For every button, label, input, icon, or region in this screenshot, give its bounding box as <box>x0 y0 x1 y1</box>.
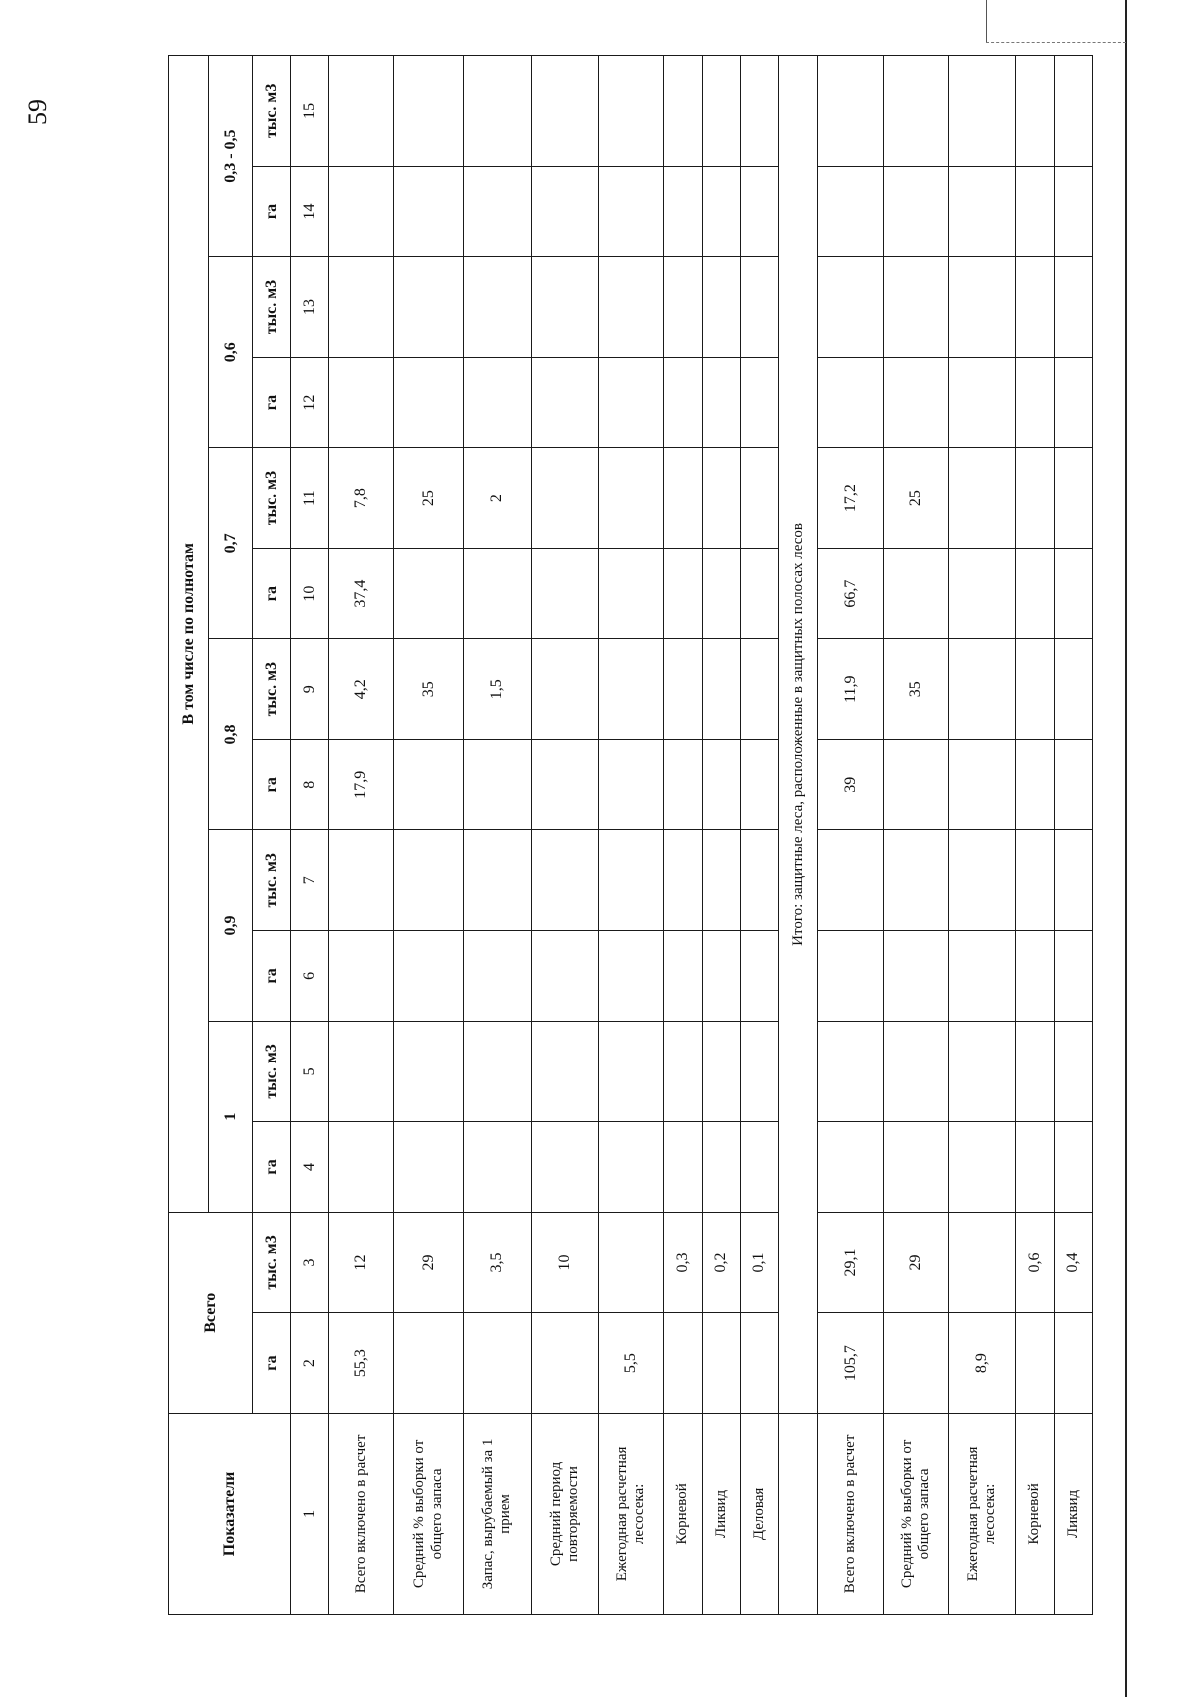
table-cell <box>664 1313 702 1414</box>
section-title: Итого: защитные леса, расположенные в защитных полосах лесов <box>779 56 818 1414</box>
table-cell <box>394 548 464 639</box>
table-cell <box>948 639 1016 740</box>
table-cell <box>1054 357 1092 448</box>
table-cell <box>1016 1122 1054 1213</box>
table-row <box>883 56 948 1615</box>
table-cell <box>531 1313 599 1414</box>
column-number: 13 <box>291 257 329 358</box>
row-label: Запас, вырубаемый за 1 прием <box>464 1413 532 1614</box>
table-cell <box>599 1021 664 1122</box>
table-cell <box>664 1122 702 1213</box>
table-cell <box>948 257 1016 358</box>
table-cell <box>740 548 778 639</box>
row-label: Средний % выборки от общего запаса <box>394 1413 464 1614</box>
table-cell: 7,8 <box>329 448 394 549</box>
table-cell <box>329 56 394 167</box>
table-cell <box>599 739 664 830</box>
table-row <box>599 56 664 1615</box>
table-cell: 1,5 <box>464 639 532 740</box>
table-row <box>664 56 702 1615</box>
column-number: 12 <box>291 357 329 448</box>
table-cell <box>948 1021 1016 1122</box>
table-cell <box>1054 166 1092 257</box>
row-label: Средний период повторяемости <box>531 1413 599 1614</box>
table-cell <box>1054 830 1092 931</box>
table-cell: 29 <box>394 1212 464 1313</box>
table-cell: 5,5 <box>599 1313 664 1414</box>
row-label: Всего включено в расчет <box>818 1413 883 1614</box>
table-cell: 29 <box>883 1212 948 1313</box>
unit-thousand-m3: тыс. м3 <box>253 830 291 931</box>
unit-thousand-m3: тыс. м3 <box>253 448 291 549</box>
header-density: 0,7 <box>209 448 253 639</box>
header-density: 0,9 <box>209 830 253 1021</box>
unit-ha: га <box>253 166 291 257</box>
table-cell <box>948 56 1016 167</box>
table-cell <box>599 1122 664 1213</box>
table-cell <box>883 548 948 639</box>
row-label: Корневой <box>664 1413 702 1614</box>
table-cell <box>464 257 532 358</box>
table-cell <box>948 1122 1016 1213</box>
table-cell <box>664 166 702 257</box>
table-cell: 55,3 <box>329 1313 394 1414</box>
table-cell <box>883 739 948 830</box>
table-cell <box>329 257 394 358</box>
table-cell <box>702 56 740 167</box>
table-cell <box>599 56 664 167</box>
table-cell: 0,2 <box>702 1212 740 1313</box>
table-cell <box>948 166 1016 257</box>
column-number: 2 <box>291 1313 329 1414</box>
table-cell: 105,7 <box>818 1313 883 1414</box>
table-row <box>531 56 599 1615</box>
table-cell <box>599 931 664 1022</box>
row-label: Ликвид <box>1054 1413 1092 1614</box>
table-cell <box>740 1021 778 1122</box>
table-cell <box>1016 448 1054 549</box>
column-number: 1 <box>291 1413 329 1614</box>
table-cell <box>1016 357 1054 448</box>
table-cell: 29,1 <box>818 1212 883 1313</box>
table-cell <box>948 548 1016 639</box>
row-label: Ежегодная расчетная лесосека: <box>948 1413 1016 1614</box>
table-cell <box>702 1313 740 1414</box>
header-density: 0,3 - 0,5 <box>209 56 253 257</box>
table-cell <box>740 1313 778 1414</box>
allowable-cut-table <box>168 55 1093 1615</box>
table-cell <box>531 548 599 639</box>
table-cell <box>740 830 778 931</box>
table-cell: 35 <box>883 639 948 740</box>
table-cell <box>702 448 740 549</box>
table-cell: 12 <box>329 1212 394 1313</box>
table-cell <box>1054 56 1092 167</box>
table-cell <box>1054 1313 1092 1414</box>
table-cell: 0,6 <box>1016 1212 1054 1313</box>
table-cell <box>464 739 532 830</box>
table-cell <box>1054 1122 1092 1213</box>
column-number: 9 <box>291 639 329 740</box>
table-cell <box>394 1021 464 1122</box>
table-cell <box>329 1122 394 1213</box>
table-cell <box>702 739 740 830</box>
table-cell <box>740 931 778 1022</box>
table-cell <box>1054 1021 1092 1122</box>
row-label: Ежегодная расчетная лесосека: <box>599 1413 664 1614</box>
table-cell <box>1016 639 1054 740</box>
table-cell <box>531 830 599 931</box>
table-cell <box>531 1122 599 1213</box>
table-cell <box>464 1313 532 1414</box>
table-cell <box>702 639 740 740</box>
table-cell <box>664 257 702 358</box>
table-cell <box>1016 739 1054 830</box>
table-cell <box>883 357 948 448</box>
table-cell <box>1016 56 1054 167</box>
table-cell <box>599 257 664 358</box>
rotated-table-wrapper <box>168 55 1093 1615</box>
table-cell: 39 <box>818 739 883 830</box>
table-cell <box>702 166 740 257</box>
row-label: Деловая <box>740 1413 778 1614</box>
table-cell <box>464 830 532 931</box>
table-cell: 3,5 <box>464 1212 532 1313</box>
table-cell: 25 <box>394 448 464 549</box>
column-number: 14 <box>291 166 329 257</box>
table-cell <box>531 931 599 1022</box>
table-cell <box>883 166 948 257</box>
table-cell <box>1016 548 1054 639</box>
row-label: Средний % выборки от общего запаса <box>883 1413 948 1614</box>
table-cell <box>1016 1313 1054 1414</box>
table-row <box>329 56 394 1615</box>
header-density: 0,6 <box>209 257 253 448</box>
table-cell <box>664 830 702 931</box>
table-cell <box>464 357 532 448</box>
table-cell: 10 <box>531 1212 599 1313</box>
table-cell <box>740 739 778 830</box>
unit-ha: га <box>253 548 291 639</box>
table-cell <box>818 357 883 448</box>
table-cell <box>1054 739 1092 830</box>
unit-ha: га <box>253 931 291 1022</box>
unit-ha: га <box>253 1313 291 1414</box>
header-indicator: Показатели <box>169 1413 291 1614</box>
table-cell: 0,3 <box>664 1212 702 1313</box>
table-row <box>818 56 883 1615</box>
table-cell <box>883 830 948 931</box>
table-row <box>1016 56 1054 1615</box>
table-cell <box>1054 931 1092 1022</box>
table-row <box>740 56 778 1615</box>
column-number: 3 <box>291 1212 329 1313</box>
table-cell <box>1016 1021 1054 1122</box>
table-cell <box>531 639 599 740</box>
column-number: 7 <box>291 830 329 931</box>
table-cell <box>883 56 948 167</box>
column-number: 5 <box>291 1021 329 1122</box>
table-cell <box>702 931 740 1022</box>
table-cell <box>394 1122 464 1213</box>
table-cell <box>394 830 464 931</box>
header-density: 0,8 <box>209 639 253 830</box>
table-cell: 17,2 <box>818 448 883 549</box>
table-cell <box>702 830 740 931</box>
table-cell <box>1054 548 1092 639</box>
table-cell <box>740 257 778 358</box>
table-cell <box>883 1021 948 1122</box>
table-cell <box>740 639 778 740</box>
table-cell <box>394 56 464 167</box>
unit-ha: га <box>253 357 291 448</box>
table-cell <box>599 448 664 549</box>
table-cell <box>394 931 464 1022</box>
table-cell <box>394 739 464 830</box>
table-cell: 2 <box>464 448 532 549</box>
table-cell <box>464 1021 532 1122</box>
table-cell <box>464 548 532 639</box>
table-cell <box>740 1122 778 1213</box>
table-cell <box>948 357 1016 448</box>
table-cell <box>599 1212 664 1313</box>
table-cell <box>1054 257 1092 358</box>
unit-thousand-m3: тыс. м3 <box>253 1212 291 1313</box>
page-edge-rule <box>1125 0 1127 1697</box>
table-cell <box>599 166 664 257</box>
table-cell <box>702 357 740 448</box>
table-cell <box>1054 639 1092 740</box>
unit-thousand-m3: тыс. м3 <box>253 257 291 358</box>
table-cell <box>818 166 883 257</box>
table-cell <box>464 1122 532 1213</box>
table-cell <box>740 357 778 448</box>
table-cell <box>702 1122 740 1213</box>
table-cell <box>531 739 599 830</box>
table-row <box>394 56 464 1615</box>
table-cell: 8,9 <box>948 1313 1016 1414</box>
table-cell <box>818 56 883 167</box>
table-cell <box>329 830 394 931</box>
table-cell <box>948 931 1016 1022</box>
table-cell: 0,1 <box>740 1212 778 1313</box>
unit-ha: га <box>253 739 291 830</box>
unit-thousand-m3: тыс. м3 <box>253 639 291 740</box>
section-spacer <box>779 1413 818 1614</box>
scan-mark-dashed <box>986 42 1126 43</box>
table-cell <box>818 1122 883 1213</box>
row-label: Ликвид <box>702 1413 740 1614</box>
table-cell <box>464 56 532 167</box>
table-cell <box>948 739 1016 830</box>
table-cell <box>394 166 464 257</box>
table-cell: 25 <box>883 448 948 549</box>
table-cell <box>740 166 778 257</box>
table-cell: 0,4 <box>1054 1212 1092 1313</box>
table-cell <box>329 931 394 1022</box>
table-cell <box>664 739 702 830</box>
table-cell <box>818 1021 883 1122</box>
scan-mark <box>986 0 987 42</box>
table-cell <box>1054 448 1092 549</box>
table-cell <box>664 56 702 167</box>
table-cell <box>948 1212 1016 1313</box>
table-cell <box>664 548 702 639</box>
table-cell <box>818 830 883 931</box>
table-cell <box>818 257 883 358</box>
column-number: 6 <box>291 931 329 1022</box>
table-cell <box>664 931 702 1022</box>
table-cell <box>531 56 599 167</box>
table-cell <box>394 357 464 448</box>
unit-thousand-m3: тыс. м3 <box>253 1021 291 1122</box>
table-cell <box>702 257 740 358</box>
header-total: Всего <box>169 1212 253 1413</box>
table-cell <box>702 548 740 639</box>
table-cell <box>464 166 532 257</box>
row-label: Корневой <box>1016 1413 1054 1614</box>
table-cell <box>883 931 948 1022</box>
table-cell: 11,9 <box>818 639 883 740</box>
column-number: 4 <box>291 1122 329 1213</box>
column-number: 11 <box>291 448 329 549</box>
table-cell: 35 <box>394 639 464 740</box>
unit-ha: га <box>253 1122 291 1213</box>
table-cell <box>664 1021 702 1122</box>
table-cell <box>531 357 599 448</box>
unit-thousand-m3: тыс. м3 <box>253 56 291 167</box>
table-cell <box>599 830 664 931</box>
table-cell <box>883 1313 948 1414</box>
header-by-density: В том числе по полнотам <box>169 56 209 1213</box>
table-cell <box>599 357 664 448</box>
table-cell: 17,9 <box>329 739 394 830</box>
page-number: 59 <box>23 99 52 125</box>
table-cell <box>1016 830 1054 931</box>
column-number: 15 <box>291 56 329 167</box>
table-cell <box>329 1021 394 1122</box>
table-cell <box>531 257 599 358</box>
row-label: Всего включено в расчет <box>329 1413 394 1614</box>
table-cell <box>740 56 778 167</box>
table-cell <box>948 448 1016 549</box>
table-row <box>1054 56 1092 1615</box>
table-cell <box>464 931 532 1022</box>
table-cell <box>329 166 394 257</box>
table-cell <box>1016 166 1054 257</box>
table-cell: 37,4 <box>329 548 394 639</box>
table-cell <box>883 257 948 358</box>
table-row <box>948 56 1016 1615</box>
table-cell <box>329 357 394 448</box>
table-cell <box>599 639 664 740</box>
table-cell <box>664 448 702 549</box>
table-cell <box>883 1122 948 1213</box>
table-cell <box>394 257 464 358</box>
column-number: 10 <box>291 548 329 639</box>
table-cell <box>531 1021 599 1122</box>
table-cell <box>531 166 599 257</box>
table-cell <box>599 548 664 639</box>
table-cell: 66,7 <box>818 548 883 639</box>
table-row <box>702 56 740 1615</box>
table-cell <box>531 448 599 549</box>
table-cell <box>664 639 702 740</box>
table-cell <box>664 357 702 448</box>
table-cell <box>1016 257 1054 358</box>
column-number: 8 <box>291 739 329 830</box>
table-cell <box>948 830 1016 931</box>
table-cell <box>818 931 883 1022</box>
table-cell <box>740 448 778 549</box>
table-cell <box>702 1021 740 1122</box>
table-cell <box>1016 931 1054 1022</box>
table-cell: 4,2 <box>329 639 394 740</box>
table-row <box>464 56 532 1615</box>
header-density: 1 <box>209 1021 253 1212</box>
table-cell <box>394 1313 464 1414</box>
